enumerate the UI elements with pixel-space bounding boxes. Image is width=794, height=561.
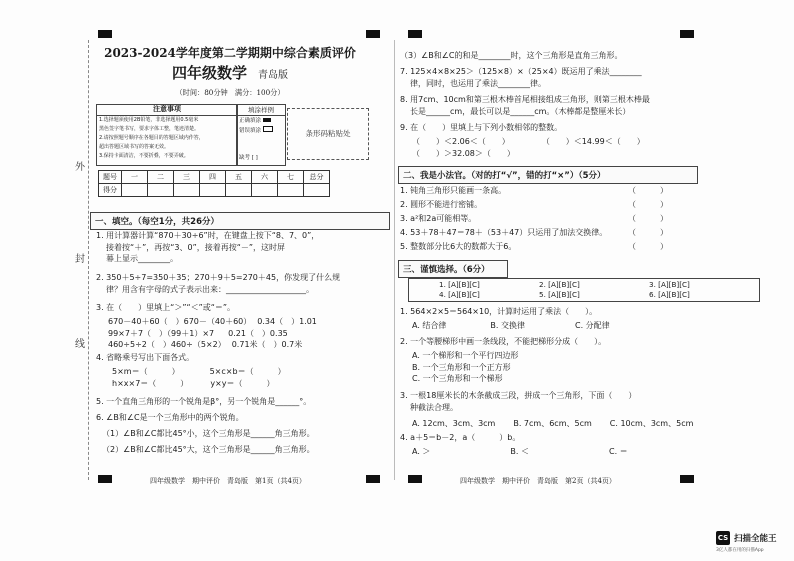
answer-key-item[interactable]: 5. [A][B][C]	[539, 290, 580, 299]
answer-key-box[interactable]	[408, 278, 760, 302]
question-9: 9. 在（ ）里填上与下列小数相邻的整数。	[400, 123, 563, 132]
registration-mark	[366, 30, 380, 38]
side-label: 外	[75, 162, 85, 173]
question-6-1: （1）∠B和∠C都比45°小，这个三角形是______角三角形。	[102, 429, 315, 438]
time-score: （时间：80分钟 满分：100分）	[175, 88, 285, 97]
scanner-tagline: 3亿人都在用的扫描App	[716, 548, 764, 553]
question-9-rows: （ ）＜2.06＜（ ） （ ）＜14.99＜（ ） （ ）＞32.08＞（ ）	[412, 137, 645, 158]
question-4: 4. 省略乘号写出下面各式。	[96, 353, 195, 362]
registration-mark	[408, 475, 422, 483]
page-footer-left: 四年级数学 期中评价 青岛版 第1页（共4页）	[150, 477, 306, 485]
choice-4-options: A. ＞ B. ＜ C. ＝	[412, 447, 628, 456]
judge-answers[interactable]: （ ） （ ） （ ） （ ） （ ）	[628, 186, 668, 251]
fill-missing[interactable]: 缺考 [ ]	[239, 155, 258, 161]
judge-item: 2. 圆形不能进行密铺。	[400, 200, 483, 209]
judge-item: 5. 整数部分比6大的数都大于6。	[400, 242, 517, 251]
subject-line	[60, 62, 400, 83]
answer-key-item[interactable]: 1. [A][B][C]	[439, 280, 480, 289]
question-4-rows: 5×m＝（ ） 5×c×b＝（ ） h×x×7＝（ ） y×y＝（ ）	[112, 367, 286, 388]
score-table-row[interactable]: 得分	[99, 184, 330, 197]
page-divider	[394, 40, 395, 480]
notice-box	[96, 104, 238, 166]
question-5: 5. 一个直角三角形的一个锐角是β°，另一个锐角是______°。	[96, 397, 312, 406]
notice-line: 1.选择题须使用2B铅笔，非选择题用0.5毫米	[99, 117, 199, 123]
notice-line: 黑色签字笔书写，要求字体工整，笔迹清楚。	[99, 126, 200, 132]
choice-1-options: A. 结合律 B. 交换律 C. 分配律	[412, 321, 610, 330]
choice-1: 1. 564×2×5＝564×10，计算时运用了乘法（ ）。	[400, 307, 598, 316]
question-6-2: （2）∠B和∠C都比45°大，这个三角形是______角三角形。	[102, 445, 315, 454]
judge-item: 3. a²和2a可能相等。	[400, 214, 477, 223]
section-choice: 三、谨慎选择。（6分）	[398, 260, 508, 278]
score-table-header: 题号 一 二 三 四 五 六 七 总分	[99, 171, 330, 184]
fill-sample-box	[236, 104, 286, 166]
choice-2-options: A. 一个梯形和一个平行四边形 B. 一个三角形和一个正方形 C. 一个三角形和一个梯形	[412, 351, 519, 383]
notice-heading: 注意事项	[97, 105, 237, 116]
side-label: 封	[75, 254, 85, 265]
notice-line: 2.请按照题号顺序在各题目的答题区域内作答，	[99, 135, 204, 141]
question-8: 8. 用7cm、10cm和第三根木棒首尾相接组成三角形，则第三根木棒最 长是______cm，最长可以是______cm。（木棒都是整厘米长）	[400, 95, 650, 116]
fill-sample-heading: 填涂样例	[237, 105, 285, 116]
page-footer-right: 四年级数学 期中评价 青岛版 第2页（共4页）	[460, 477, 616, 485]
answer-key-item[interactable]: 4. [A][B][C]	[439, 290, 480, 299]
judge-item: 1. 钝角三角形只能画一条高。	[400, 186, 507, 195]
section-judge: 二、我是小法官。（对的打“√”，错的打“×”）（5分）	[398, 166, 698, 184]
notice-line: 超出答题区域书写的答案无效。	[99, 144, 170, 150]
registration-mark	[680, 475, 694, 483]
registration-mark	[366, 475, 380, 483]
question-2: 2. 350＋5÷7=350＋35；270＋9＋5=270＋45，你发现了什么规 律？用含有字母的式子表示出来：____________________。	[96, 273, 341, 294]
answer-key-item[interactable]: 6. [A][B][C]	[649, 290, 690, 299]
side-label: 线	[75, 339, 85, 350]
edition: 青岛版	[258, 70, 289, 81]
choice-4: 4. a＋5＝b－2，a（ ）b。	[400, 433, 521, 442]
answer-key-item[interactable]: 3. [A][B][C]	[649, 280, 690, 289]
score-table	[98, 170, 330, 197]
fill-wrong: 错误填涂	[237, 126, 285, 136]
barcode-area: 条形码粘贴处	[287, 108, 369, 160]
registration-mark	[680, 30, 694, 38]
question-6-3: （3）∠B和∠C的和是________时，这个三角形是直角三角形。	[400, 51, 623, 60]
registration-mark	[408, 30, 422, 38]
scanner-logo: CS	[716, 531, 730, 545]
question-1: 1. 用计算器计算“870＋30÷6”时，在键盘上按下“8、7、0”， 接着按“＋”，再按“3、0”，接着再按“－”，这时屏 幕上显示________。	[96, 231, 320, 263]
fill-right: 正确填涂	[237, 116, 285, 126]
binding-line	[88, 40, 89, 480]
choice-3: 3. 一根18厘米长的木条截成三段，拼成一个三角形，下面（ ） 种截法合理。	[400, 391, 637, 412]
notice-line: 3.保持卡面清洁，不要折叠，不要弄破。	[99, 153, 189, 159]
subject-title: 四年级数学	[171, 64, 247, 82]
question-7: 7. 125×4×8×25＞（125×8）×（25×4）既运用了乘法________ 律，同时，也运用了乘法________律。	[400, 67, 642, 88]
question-3: 3. 在（ ）里填上“＞”“＜”或“＝”。	[96, 303, 236, 312]
registration-mark	[98, 30, 112, 38]
exam-title: 2023-2024学年度第二学期期中综合素质评价	[104, 46, 356, 60]
question-3-rows: 670－40＋60（ ）670－（40＋60） 0.34（ ）1.01 99×7＋7（ ）（99＋1）×7 0.21（ ）0.35 460÷5÷2（ ）460÷（5×2） 0.71米（ ）0.7米	[108, 317, 317, 349]
scanner-name: 扫描全能王	[734, 534, 777, 544]
section-fill-blank: 一、填空。（每空1分，共26分）	[90, 212, 390, 230]
registration-mark	[98, 475, 112, 483]
judge-item: 4. 53＋78＋47＝78＋（53＋47）只运用了加法交换律。	[400, 228, 608, 237]
question-6: 6. ∠B和∠C是一个三角形中的两个锐角。	[96, 413, 244, 422]
answer-key-item[interactable]: 2. [A][B][C]	[539, 280, 580, 289]
judge-list	[400, 184, 607, 254]
choice-3-options: A. 12cm、3cm、3cm B. 7cm、6cm、5cm C. 10cm、3cm、5cm	[412, 419, 694, 428]
choice-2: 2. 一个等腰梯形中画一条线段，不能把梯形分成（ ）。	[400, 337, 607, 346]
